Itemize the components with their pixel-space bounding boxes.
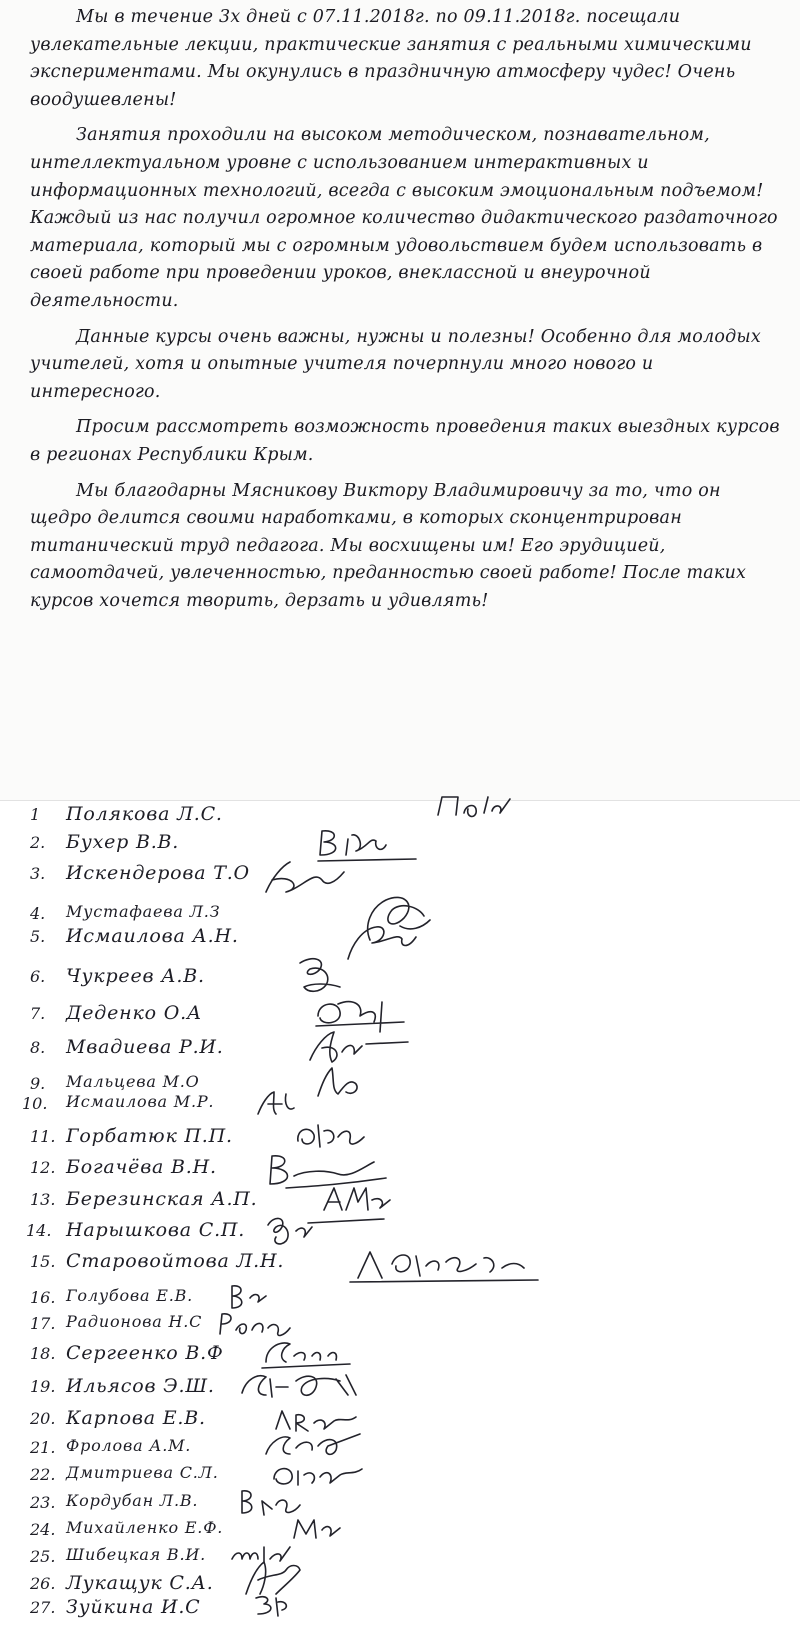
signature-number: 16.: [30, 1288, 56, 1307]
signature-name: Фролова А.М.: [66, 1436, 192, 1455]
signature-row-5: [30, 925, 790, 955]
signature-number: 17.: [30, 1314, 56, 1333]
signature-row-17: [30, 1312, 790, 1342]
signature-number: 24.: [30, 1520, 56, 1539]
signature-number: 15.: [30, 1252, 56, 1271]
signature-row-27: [30, 1596, 790, 1626]
signature-name: Кордубан Л.В.: [66, 1491, 199, 1510]
signature-row-22: [30, 1463, 790, 1493]
signature-number: 10.: [22, 1094, 48, 1113]
signature-number: 14.: [26, 1221, 52, 1240]
signature-number: 9.: [30, 1074, 46, 1093]
signature-name: Голубова Е.В.: [66, 1286, 194, 1305]
signature-name: Дмитриева С.Л.: [66, 1463, 219, 1482]
signature-number: 12.: [30, 1158, 56, 1177]
signature-name: Искендерова Т.О: [66, 862, 250, 884]
signature-name: Шибецкая В.И.: [66, 1545, 207, 1564]
signature-name: Богачёва В.Н.: [66, 1156, 217, 1178]
signature-row-21: [30, 1436, 790, 1466]
signature-number: 8.: [30, 1038, 46, 1057]
handwritten-signature: [346, 1242, 546, 1286]
signature-number: 20.: [30, 1409, 56, 1428]
signature-row-13: [30, 1188, 790, 1218]
signature-name: Березинская А.П.: [66, 1188, 258, 1210]
signature-name: Мустафаева Л.З: [66, 902, 221, 921]
signature-row-25: [30, 1545, 790, 1575]
signature-name: Михайленко Е.Ф.: [66, 1518, 224, 1537]
signature-number: 6.: [30, 967, 46, 986]
signature-name: Старовойтова Л.Н.: [66, 1250, 285, 1272]
signature-row-12: [30, 1156, 790, 1186]
signature-number: 11.: [30, 1127, 56, 1146]
signature-number: 27.: [30, 1598, 56, 1617]
signature-number: 7.: [30, 1004, 46, 1023]
signature-number: 3.: [30, 864, 46, 883]
signature-name: Мвадиева Р.И.: [66, 1036, 224, 1058]
letter-paragraph-5: Мы благодарны Мясникову Виктору Владимировичу за то, что он щедро делится своими наработками, в которых сконцентрирован титанический труд педагога. Мы восхищены им! Его эрудицией, самоотдачей, увлеченностью, преданностью своей работе! После таких курсов хочется творить, дерзать и удивлять!: [30, 480, 747, 611]
handwritten-letter: [0, 0, 800, 800]
signature-name: Исмаилова А.Н.: [66, 925, 239, 947]
signature-number: 19.: [30, 1377, 56, 1396]
signature-number: 13.: [30, 1190, 56, 1209]
signature-number: 1: [30, 805, 41, 824]
signature-row-24: [30, 1518, 790, 1548]
letter-paragraph-4: Просим рассмотреть возможность проведения таких выездных курсов в регионах Республики Крым.: [30, 417, 780, 465]
signature-row-19: [30, 1375, 790, 1405]
letter-paragraph-1: Мы в течение 3х дней с 07.11.2018г. по 09.11.2018г. посещали увлекательные лекции, практические занятия с реальными химическими экспериментами. Мы окунулись в праздничную атмосферу чудес! Очень воодушевлены!: [30, 7, 752, 110]
handwritten-signature: [290, 1514, 350, 1544]
signature-number: 23.: [30, 1493, 56, 1512]
signature-name: Чукреев А.В.: [66, 965, 205, 987]
signature-name: Зуйкина И.С: [66, 1596, 201, 1618]
signature-name: Исмаилова М.Р.: [66, 1092, 215, 1111]
handwritten-signature: [292, 953, 352, 997]
handwritten-signature: [430, 791, 540, 827]
signature-number: 4.: [30, 904, 46, 923]
signature-name: Ильясов Э.Ш.: [66, 1375, 215, 1397]
signature-number: 21.: [30, 1438, 56, 1457]
letter-paragraph-3: Данные курсы очень важны, нужны и полезны! Особенно для молодых учителей, хотя и опытные учителя почерпнули много нового и интересного.: [30, 326, 761, 402]
handwritten-signature: [250, 1590, 300, 1620]
signature-name: Сергеенко В.Ф: [66, 1342, 224, 1364]
signature-row-11: [30, 1125, 790, 1155]
signature-row-8: [30, 1036, 790, 1066]
signature-number: 5.: [30, 927, 46, 946]
signature-name: Нарышкова С.П.: [66, 1219, 246, 1241]
signature-row-23: [30, 1491, 790, 1521]
signature-number: 25.: [30, 1547, 56, 1566]
signature-row-15: [30, 1250, 790, 1280]
signature-name: Карпова Е.В.: [66, 1407, 206, 1429]
signature-row-20: [30, 1407, 790, 1437]
signature-number: 26.: [30, 1574, 56, 1593]
signature-row-18: [30, 1342, 790, 1372]
signature-name: Лукащук С.А.: [66, 1572, 214, 1594]
signature-name: Мальцева М.О: [66, 1072, 200, 1091]
signature-number: 2.: [30, 833, 46, 852]
letter-paragraph-2: Занятия проходили на высоком методическом, познавательном, интеллектуальном уровне с использованием интерактивных и информационных технологий, всегда с высоким эмоциональным подъемом! Каждый из нас получил огромное количество дидактического раздаточного материала, который мы с огромным удовольствием будем использовать в своей работе при проведении уроков, внеклассной и внеурочной деятельности.: [30, 125, 778, 311]
signature-sheet: [0, 801, 800, 1621]
signature-name: Радионова Н.С: [66, 1312, 203, 1331]
signature-row-6: [30, 965, 790, 995]
signature-row-2: [30, 831, 790, 861]
signature-number: 22.: [30, 1465, 56, 1484]
letter-body: [30, 4, 782, 615]
signature-row-10: [22, 1092, 790, 1122]
signature-name: Полякова Л.С.: [66, 803, 223, 825]
signature-name: Горбатюк П.П.: [66, 1125, 233, 1147]
signature-name: Деденко О.А: [66, 1002, 203, 1024]
signature-name: Бухер В.В.: [66, 831, 180, 853]
signature-number: 18.: [30, 1344, 56, 1363]
